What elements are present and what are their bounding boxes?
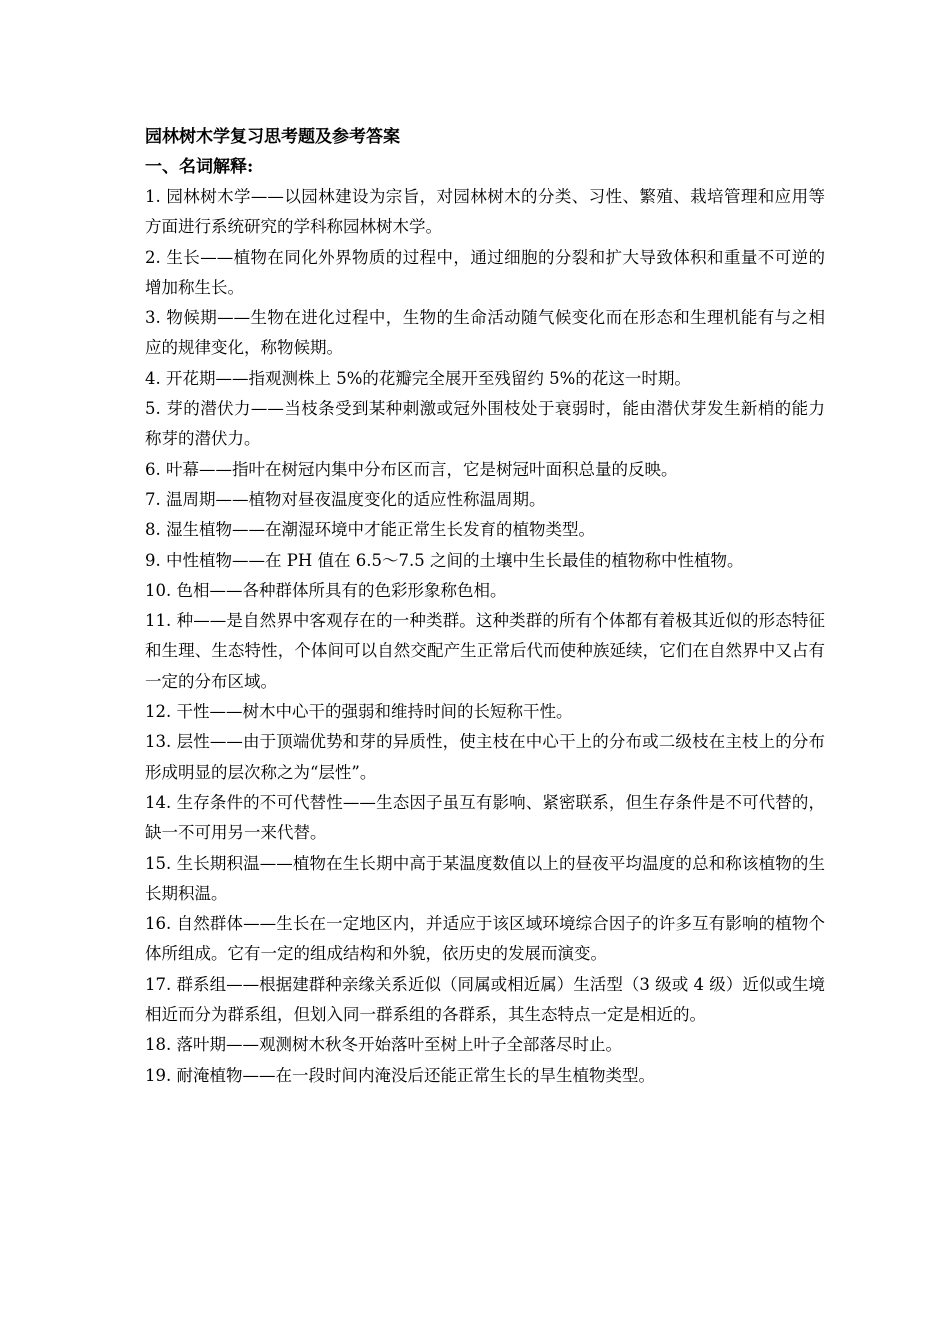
term-item: 6. 叶幕——指叶在树冠内集中分布区而言，它是树冠叶面积总量的反映。 bbox=[145, 459, 678, 479]
term-item: 8. 湿生植物——在潮湿环境中才能正常生长发育的植物类型。 bbox=[145, 520, 595, 540]
term-item: 11. 种——是自然界中客观存在的一种类群。这种类群的所有个体都有着极其近似的形态特征和生理、生态特性，个体间可以自然交配产生正常后代而使种族延续，它们在自然界中又占有一定的分布区域。 bbox=[145, 611, 825, 691]
section-title: 一、名词解释: bbox=[145, 157, 254, 177]
term-item: 7. 温周期——植物对昼夜温度变化的适应性称温周期。 bbox=[145, 489, 546, 509]
term-item: 12. 干性——树木中心干的强弱和维持时间的长短称干性。 bbox=[145, 702, 573, 722]
term-list bbox=[145, 182, 825, 1091]
term-item: 15. 生长期积温——植物在生长期中高于某温度数值以上的昼夜平均温度的总和称该植物的生长期积温。 bbox=[145, 853, 825, 903]
term-item: 9. 中性植物——在 PH 值在 6.5～7.5 之间的土壤中生长最佳的植物称中性植物。 bbox=[145, 550, 744, 570]
term-item: 5. 芽的潜伏力——当枝条受到某种刺激或冠外围枝处于衰弱时，能由潜伏芽发生新梢的能力称芽的潜伏力。 bbox=[145, 399, 825, 449]
term-item: 2. 生长——植物在同化外界物质的过程中，通过细胞的分裂和扩大导致体积和重量不可逆的增加称生长。 bbox=[145, 247, 825, 297]
term-item: 19. 耐淹植物——在一段时间内淹没后还能正常生长的旱生植物类型。 bbox=[145, 1065, 655, 1085]
term-item: 14. 生存条件的不可代替性——生态因子虽互有影响、紧密联系，但生存条件是不可代替的，缺一不可用另一来代替。 bbox=[145, 792, 825, 843]
term-item: 4. 开花期——指观测株上 5%的花瓣完全展开至残留约 5%的花这一时期。 bbox=[145, 368, 691, 388]
term-item: 13. 层性——由于顶端优势和芽的异质性，使主枝在中心干上的分布或二级枝在主枝上的分布形成明显的层次称之为“层性”。 bbox=[145, 732, 825, 782]
document-page bbox=[145, 122, 825, 1091]
term-item: 3. 物候期——生物在进化过程中，生物的生命活动随气候变化而在形态和生理机能有与之相应的规律变化，称物候期。 bbox=[145, 308, 825, 358]
term-item: 10. 色相——各种群体所具有的色彩形象称色相。 bbox=[145, 580, 507, 600]
term-item: 17. 群系组——根据建群种亲缘关系近似（同属或相近属）生活型（3 级或 4 级）近似或生境相近而分为群系组，但划入同一群系组的各群系，其生态特点一定是相近的。 bbox=[145, 974, 825, 1025]
term-item: 16. 自然群体——生长在一定地区内，并适应于该区域环境综合因子的许多互有影响的植物个体所组成。它有一定的组成结构和外貌，依历史的发展而演变。 bbox=[145, 914, 825, 964]
document-title: 园林树木学复习思考题及参考答案 bbox=[145, 127, 400, 147]
term-item: 1. 园林树木学——以园林建设为宗旨，对园林树木的分类、习性、繁殖、栽培管理和应用等方面进行系统研究的学科称园林树木学。 bbox=[145, 187, 825, 237]
term-item: 18. 落叶期——观测树木秋冬开始落叶至树上叶子全部落尽时止。 bbox=[145, 1035, 622, 1055]
